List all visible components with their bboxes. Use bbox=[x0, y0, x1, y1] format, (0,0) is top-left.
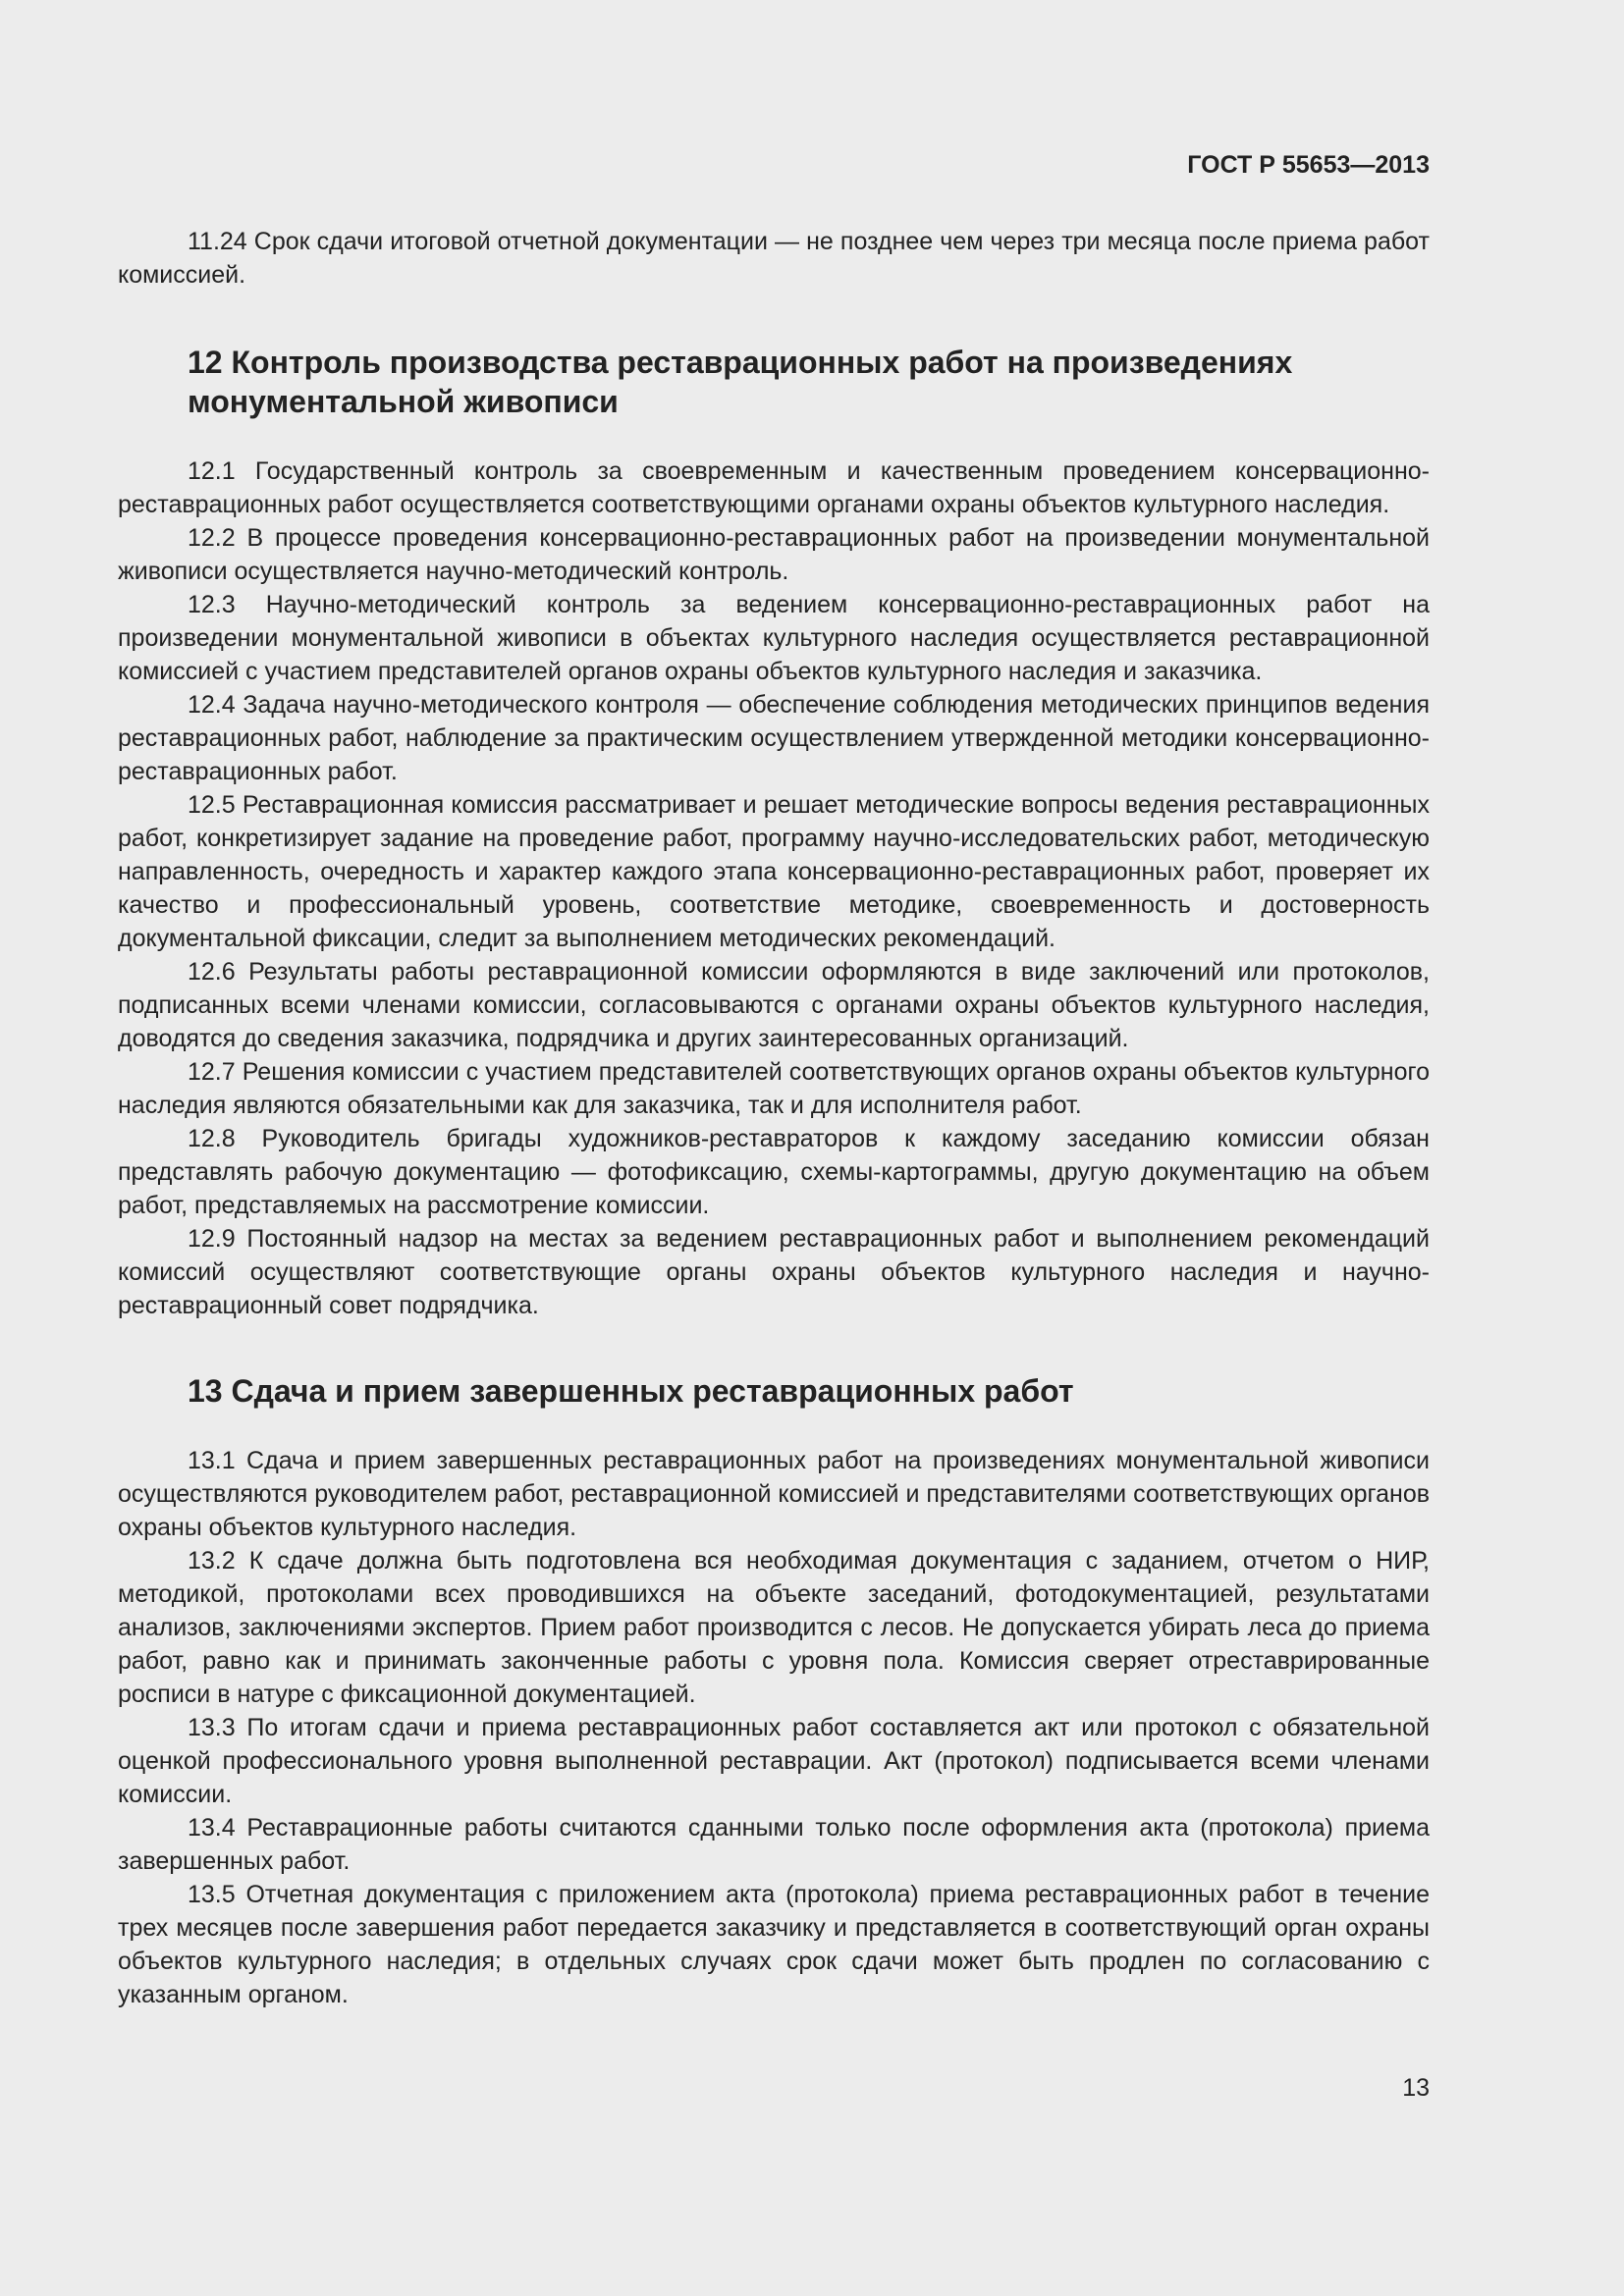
paragraph-13-2: 13.2 К сдаче должна быть подготовлена вся необходимая документация с заданием, отчетом о НИР, методикой, протоколами всех проводившихся на объекте заседаний, фотодокументацией, результатами анализов, заключениями экспертов. Прием работ производится с лесов. Не допускается убирать леса до приема работ, равно как и принимать законченные работы с уровня пола. Комиссия сверяет отреставрированные росписи в натуре с фиксационной документацией. bbox=[118, 1547, 1430, 1708]
paragraph-12-7: 12.7 Решения комиссии с участием представителей соответствующих органов охраны объектов культурного наследия являются обязательными как для заказчика, так и для исполнителя работ. bbox=[118, 1058, 1430, 1119]
page-number: 13 bbox=[1402, 2074, 1430, 2102]
paragraph-13-3: 13.3 По итогам сдачи и приема реставрационных работ составляется акт или протокол с обязательной оценкой профессионального уровня выполненной реставрации. Акт (протокол) подписывается всеми членами комиссии. bbox=[118, 1714, 1430, 1808]
paragraph-13-4: 13.4 Реставрационные работы считаются сданными только после оформления акта (протокола) приема завершенных работ. bbox=[118, 1814, 1430, 1875]
paragraph-13-1: 13.1 Сдача и прием завершенных реставрационных работ на произведениях монументальной живописи осуществляются руководителем работ, реставрационной комиссией и представителями соответствующих органов охраны объектов культурного наследия. bbox=[118, 1447, 1430, 1541]
paragraph-12-1: 12.1 Государственный контроль за своевременным и качественным проведением консервационно-реставрационных работ осуществляется соответствующими органами охраны объектов культурного наследия. bbox=[118, 457, 1430, 518]
paragraph-12-6: 12.6 Результаты работы реставрационной комиссии оформляются в виде заключений или протоколов, подписанных всеми членами комиссии, согласовываются с органами охраны объектов культурного наследия, доводятся до сведения заказчика, подрядчика и других заинтересованных организаций. bbox=[118, 958, 1430, 1052]
document-body bbox=[118, 225, 1430, 2011]
paragraph-12-4: 12.4 Задача научно-методического контроля — обеспечение соблюдения методических принципов ведения реставрационных работ, наблюдение за практическим осуществлением утвержденной методики консервационно-реставрационных работ. bbox=[118, 691, 1430, 785]
paragraph-12-8: 12.8 Руководитель бригады художников-реставраторов к каждому заседанию комиссии обязан представлять рабочую документацию — фотофиксацию, схемы-картограммы, другую документацию на объем работ, представляемых на рассмотрение комиссии. bbox=[118, 1125, 1430, 1219]
paragraph-12-2: 12.2 В процессе проведения консервационно-реставрационных работ на произведении монументальной живописи осуществляется научно-методический контроль. bbox=[118, 524, 1430, 585]
section-13-title: 13 Сдача и прием завершенных реставрационных работ bbox=[188, 1373, 1074, 1409]
paragraph-11-24: 11.24 Срок сдачи итоговой отчетной документации — не позднее чем через три месяца после приема работ комиссией. bbox=[118, 228, 1430, 289]
paragraph-13-5: 13.5 Отчетная документация с приложением акта (протокола) приема реставрационных работ в течение трех месяцев после завершения работ передается заказчику и представляется в соответствующий орган охраны объектов культурного наследия; в отдельных случаях срок сдачи может быть продлен по согласованию с указанным органом. bbox=[118, 1881, 1430, 2008]
paragraph-12-9: 12.9 Постоянный надзор на местах за ведением реставрационных работ и выполнением рекомендаций комиссий осуществляют соответствующие органы охраны объектов культурного наследия и научно-реставрационный совет подрядчика. bbox=[118, 1225, 1430, 1319]
paragraph-12-5: 12.5 Реставрационная комиссия рассматривает и решает методические вопросы ведения реставрационных работ, конкретизирует задание на проведение работ, программу научно-исследовательских работ, методическую направленность, очередность и характер каждого этапа консервационно-реставрационных работ, проверяет их качество и профессиональный уровень, соответствие методике, своевременность и достоверность документальной фиксации, следит за выполнением методических рекомендаций. bbox=[118, 791, 1430, 952]
section-12-title: 12 Контроль производства реставрационных работ на произведениях монументальной живописи bbox=[188, 345, 1293, 419]
paragraph-12-3: 12.3 Научно-методический контроль за ведением консервационно-реставрационных работ на произведении монументальной живописи в объектах культурного наследия осуществляется реставрационной комиссией с участием представителей органов охраны объектов культурного наследия и заказчика. bbox=[118, 591, 1430, 685]
standard-code-header: ГОСТ Р 55653—2013 bbox=[1187, 151, 1430, 179]
